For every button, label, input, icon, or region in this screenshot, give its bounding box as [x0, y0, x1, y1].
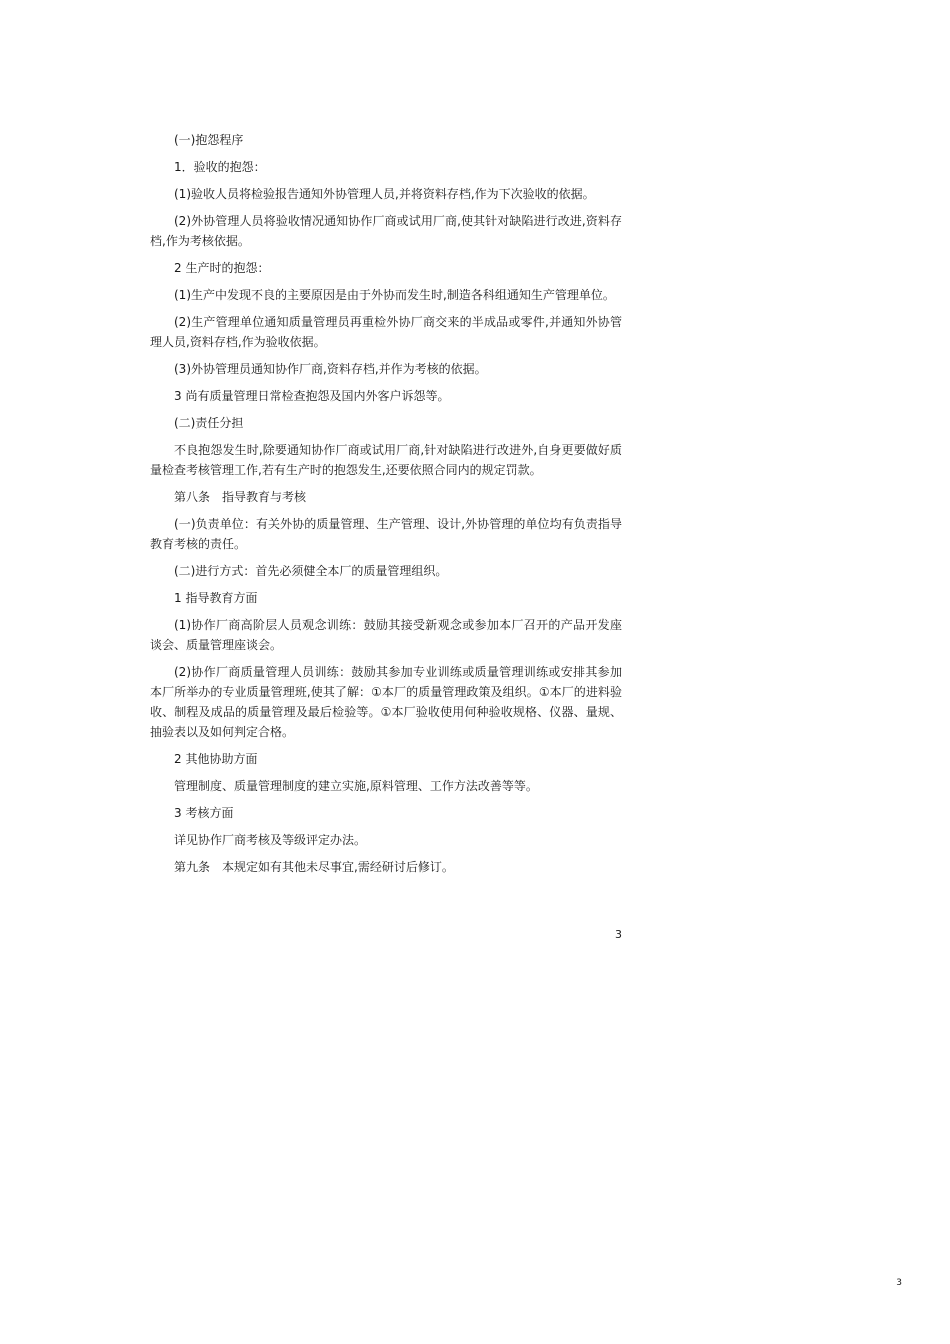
- paragraph-acceptance-1: (1)验收人员将检验报告通知外协管理人员,并将资料存档,作为下次验收的依据。: [174, 187, 595, 201]
- paragraph-guidance-2: (2)协作厂商质量管理人员训练：鼓励其参加专业训练或质量管理训练或安排其参加本厂所举办的专业质量管理班,使其了解：①本厂的质量管理政策及组织。①本厂的进料验收、制程及成品的质量管理及最后检验等。①本厂验收使用何种验收规格、仪器、量规、抽验表以及如何判定合格。: [150, 665, 622, 739]
- paragraph-assessment-detail: 详见协作厂商考核及等级评定办法。: [174, 833, 367, 847]
- paragraph-production-complaint: 2 生产时的抱怨：: [174, 261, 270, 275]
- paragraph-assessment: 3 考核方面: [174, 806, 234, 820]
- paragraph-quality-check: 3 尚有质量管理日常检查抱怨及国内外客户诉怨等。: [174, 389, 450, 403]
- paragraph-complaint-procedure: (一)抱怨程序: [174, 133, 244, 147]
- paragraph-production-3: (3)外协管理员通知协作厂商,资料存档,并作为考核的依据。: [174, 362, 487, 376]
- paragraph-method: (二)进行方式：首先必须健全本厂的质量管理组织。: [174, 564, 448, 578]
- paragraph-other-assistance: 2 其他协助方面: [174, 752, 258, 766]
- paragraph-production-1: (1)生产中发现不良的主要原因是由于外协而发生时,制造各科组通知生产管理单位。: [174, 288, 615, 302]
- paragraph-responsibility-detail: 不良抱怨发生时,除要通知协作厂商或试用厂商,针对缺陷进行改进外,自身更要做好质量检查考核管理工作,若有生产时的抱怨发生,还要依照合同内的规定罚款。: [150, 443, 622, 477]
- paragraph-production-2: (2)生产管理单位通知质量管理员再重检外协厂商交来的半成品或零件,并通知外协管理人员,资料存档,作为验收依据。: [150, 315, 622, 349]
- paragraph-responsibility: (二)责任分担: [174, 416, 244, 430]
- paragraph-article-9: 第九条 本规定如有其他未尽事宜,需经研讨后修订。: [174, 860, 454, 874]
- paragraph-guidance: 1 指导教育方面: [174, 591, 258, 605]
- paragraph-acceptance-complaint: 1．验收的抱怨：: [174, 160, 266, 174]
- paragraph-other-assistance-detail: 管理制度、质量管理制度的建立实施,原料管理、工作方法改善等等。: [174, 779, 538, 793]
- paragraph-acceptance-2: (2)外协管理人员将验收情况通知协作厂商或试用厂商,使其针对缺陷进行改进,资料存档,作为考核依据。: [150, 214, 622, 248]
- paragraph-responsible-unit: (一)负责单位：有关外协的质量管理、生产管理、设计,外协管理的单位均有负责指导教育考核的责任。: [150, 517, 622, 551]
- document-body: [150, 130, 622, 884]
- page-number: 3: [615, 928, 622, 941]
- paragraph-guidance-1: (1)协作厂商高阶层人员观念训练：鼓励其接受新观念或参加本厂召开的产品开发座谈会、质量管理座谈会。: [150, 618, 622, 652]
- corner-page-number: 3: [896, 1278, 902, 1288]
- paragraph-article-8: 第八条 指导教育与考核: [174, 490, 307, 504]
